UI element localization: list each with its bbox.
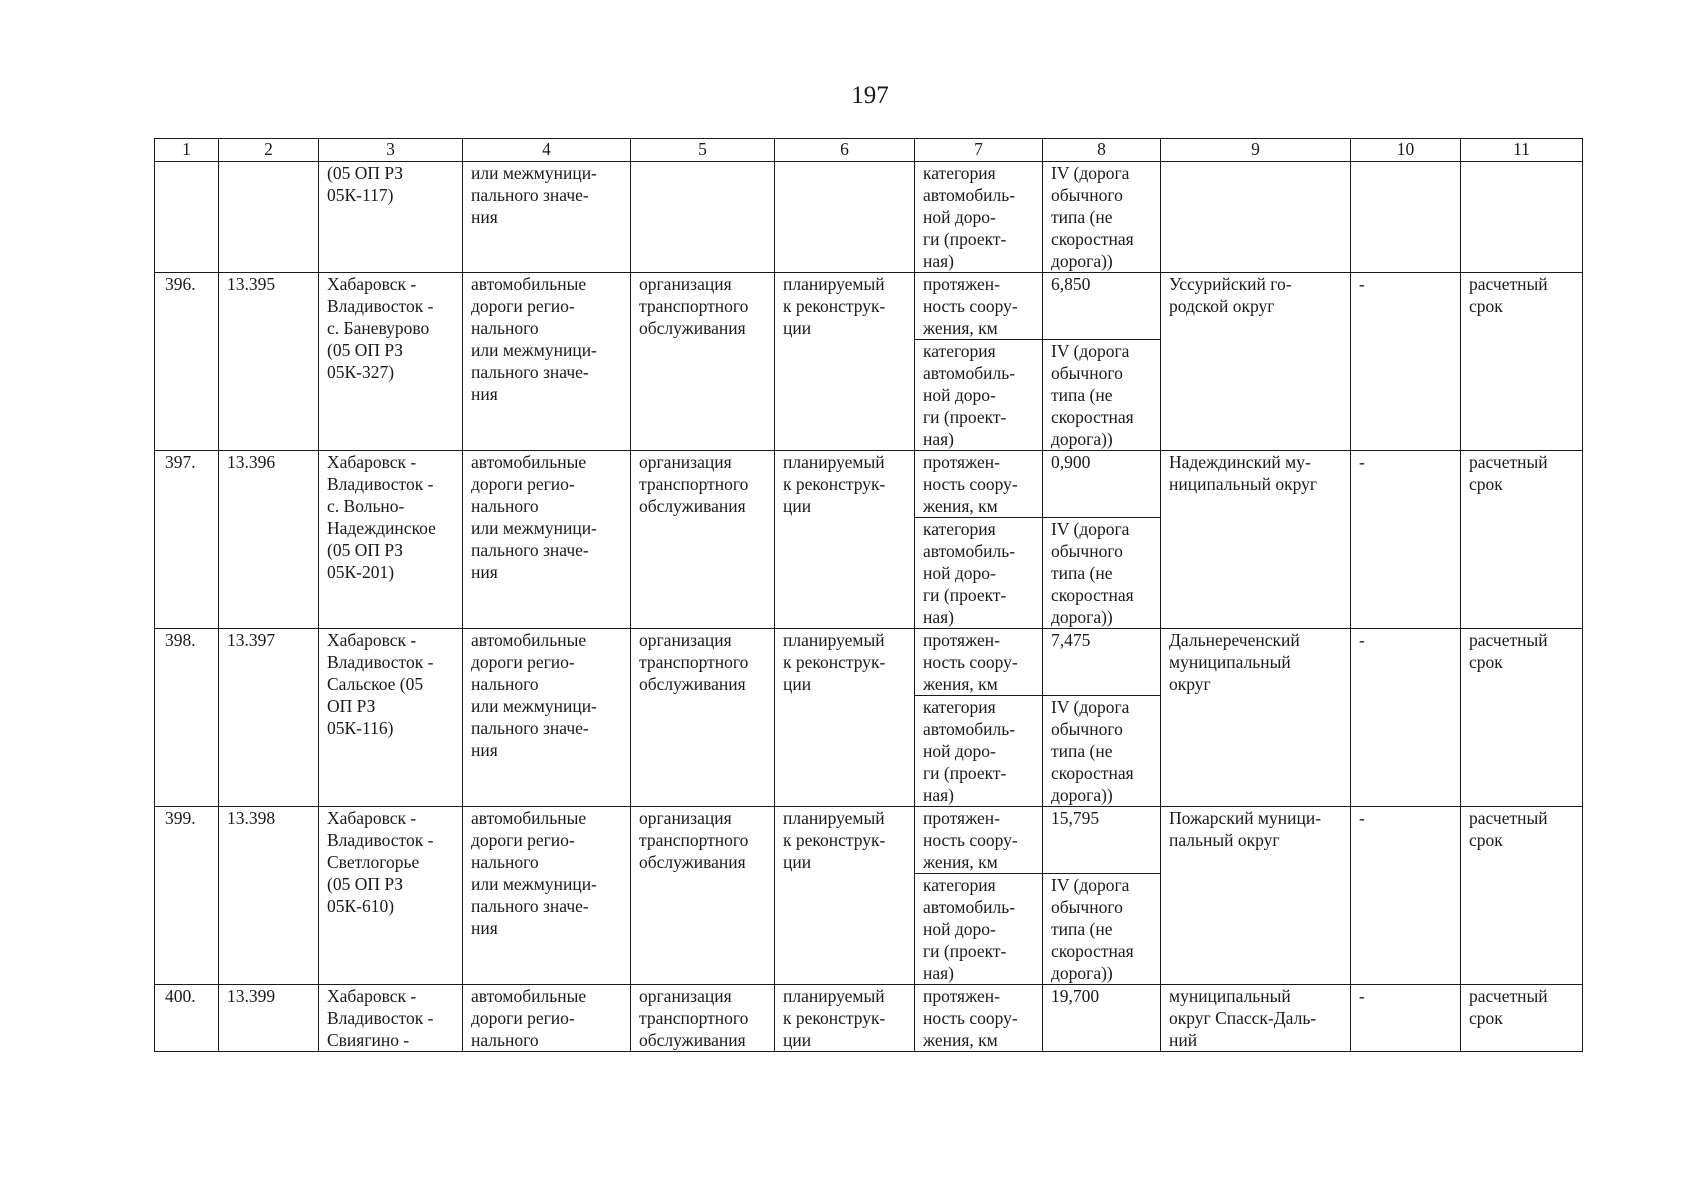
param-name: протяжен- ность соору- жения, км bbox=[915, 985, 1043, 1052]
road-significance: автомобильные дороги регио- нального или межмуници- пального значе- ния bbox=[463, 273, 631, 451]
param-name: категория автомобиль- ной доро- ги (проект- ная) bbox=[915, 874, 1043, 985]
road-name: Хабаровск - Владивосток - Свиягино - bbox=[319, 985, 463, 1052]
row-number: 396. bbox=[155, 273, 219, 451]
param-name: протяжен- ность соору- жения, км bbox=[915, 807, 1043, 874]
param-name: категория автомобиль- ной доро- ги (проект- ная) bbox=[915, 696, 1043, 807]
term: расчетный срок bbox=[1461, 629, 1583, 807]
column-number: 2 bbox=[219, 139, 319, 162]
zone: - bbox=[1351, 629, 1461, 807]
object-purpose: организация транспортного обслуживания bbox=[631, 807, 775, 985]
location: Дальнереченский муниципальный округ bbox=[1161, 629, 1351, 807]
column-number: 9 bbox=[1161, 139, 1351, 162]
road-name: Хабаровск - Владивосток - Светлогорье (05 ОП РЗ 05К-610) bbox=[319, 807, 463, 985]
term: расчетный срок bbox=[1461, 985, 1583, 1052]
zone: - bbox=[1351, 273, 1461, 451]
zone: - bbox=[1351, 985, 1461, 1052]
param-name: категория автомобиль- ной доро- ги (проект- ная) bbox=[915, 518, 1043, 629]
column-number: 8 bbox=[1043, 139, 1161, 162]
location: муниципальный округ Спасск-Даль- ний bbox=[1161, 985, 1351, 1052]
table-row bbox=[155, 629, 1583, 696]
column-number-row bbox=[155, 139, 1583, 162]
param-name: протяжен- ность соору- жения, км bbox=[915, 273, 1043, 340]
object-purpose: организация транспортного обслуживания bbox=[631, 985, 775, 1052]
object-code: 13.396 bbox=[219, 451, 319, 629]
road-significance: автомобильные дороги регио- нального bbox=[463, 985, 631, 1052]
road-significance: автомобильные дороги регио- нального или межмуници- пального значе- ния bbox=[463, 451, 631, 629]
param-name: категория автомобиль- ной доро- ги (проект- ная) bbox=[915, 162, 1043, 273]
param-value: 0,900 bbox=[1043, 451, 1161, 518]
column-number: 7 bbox=[915, 139, 1043, 162]
road-name: (05 ОП РЗ 05К-117) bbox=[319, 162, 463, 273]
column-number: 6 bbox=[775, 139, 915, 162]
road-significance: автомобильные дороги регио- нального или межмуници- пального значе- ния bbox=[463, 807, 631, 985]
column-number: 1 bbox=[155, 139, 219, 162]
road-name: Хабаровск - Владивосток - Сальское (05 ОП РЗ 05К-116) bbox=[319, 629, 463, 807]
road-significance: автомобильные дороги регио- нального или межмуници- пального значе- ния bbox=[463, 629, 631, 807]
zone: - bbox=[1351, 451, 1461, 629]
table-row bbox=[155, 985, 1583, 1052]
param-name: категория автомобиль- ной доро- ги (проект- ная) bbox=[915, 340, 1043, 451]
param-value: 7,475 bbox=[1043, 629, 1161, 696]
row-number: 397. bbox=[155, 451, 219, 629]
road-significance: или межмуници- пального значе- ния bbox=[463, 162, 631, 273]
term: расчетный срок bbox=[1461, 451, 1583, 629]
param-value: IV (дорога обычного типа (не скоростная дорога)) bbox=[1043, 162, 1161, 273]
object-status: планируемый к реконструк- ции bbox=[775, 451, 915, 629]
object-purpose: организация транспортного обслуживания bbox=[631, 273, 775, 451]
param-value: IV (дорога обычного типа (не скоростная дорога)) bbox=[1043, 874, 1161, 985]
param-value: 6,850 bbox=[1043, 273, 1161, 340]
param-value: 19,700 bbox=[1043, 985, 1161, 1052]
road-register-table bbox=[154, 138, 1583, 1052]
object-code: 13.399 bbox=[219, 985, 319, 1052]
param-value: IV (дорога обычного типа (не скоростная дорога)) bbox=[1043, 340, 1161, 451]
column-number: 11 bbox=[1461, 139, 1583, 162]
road-name: Хабаровск - Владивосток - с. Вольно- Надеждинское (05 ОП РЗ 05К-201) bbox=[319, 451, 463, 629]
column-number: 3 bbox=[319, 139, 463, 162]
object-status: планируемый к реконструк- ции bbox=[775, 273, 915, 451]
road-name: Хабаровск - Владивосток - с. Баневурово (05 ОП РЗ 05К-327) bbox=[319, 273, 463, 451]
param-value: 15,795 bbox=[1043, 807, 1161, 874]
page-number: 197 bbox=[851, 82, 889, 109]
object-code: 13.395 bbox=[219, 273, 319, 451]
param-value: IV (дорога обычного типа (не скоростная дорога)) bbox=[1043, 518, 1161, 629]
column-number: 10 bbox=[1351, 139, 1461, 162]
row-number: 399. bbox=[155, 807, 219, 985]
param-name: протяжен- ность соору- жения, км bbox=[915, 451, 1043, 518]
object-status: планируемый к реконструк- ции bbox=[775, 629, 915, 807]
param-value: IV (дорога обычного типа (не скоростная дорога)) bbox=[1043, 696, 1161, 807]
table-row bbox=[155, 807, 1583, 874]
param-name: протяжен- ность соору- жения, км bbox=[915, 629, 1043, 696]
term: расчетный срок bbox=[1461, 273, 1583, 451]
object-purpose: организация транспортного обслуживания bbox=[631, 629, 775, 807]
object-code: 13.397 bbox=[219, 629, 319, 807]
object-status: планируемый к реконструк- ции bbox=[775, 807, 915, 985]
location: Пожарский муници- пальный округ bbox=[1161, 807, 1351, 985]
location: Надеждинский му- ниципальный округ bbox=[1161, 451, 1351, 629]
table-row bbox=[155, 451, 1583, 518]
table-row bbox=[155, 273, 1583, 340]
object-code: 13.398 bbox=[219, 807, 319, 985]
continuation-row bbox=[155, 162, 1583, 273]
column-number: 5 bbox=[631, 139, 775, 162]
object-purpose: организация транспортного обслуживания bbox=[631, 451, 775, 629]
location: Уссурийский го- родской округ bbox=[1161, 273, 1351, 451]
row-number: 398. bbox=[155, 629, 219, 807]
object-status: планируемый к реконструк- ции bbox=[775, 985, 915, 1052]
term: расчетный срок bbox=[1461, 807, 1583, 985]
zone: - bbox=[1351, 807, 1461, 985]
row-number: 400. bbox=[155, 985, 219, 1052]
column-number: 4 bbox=[463, 139, 631, 162]
